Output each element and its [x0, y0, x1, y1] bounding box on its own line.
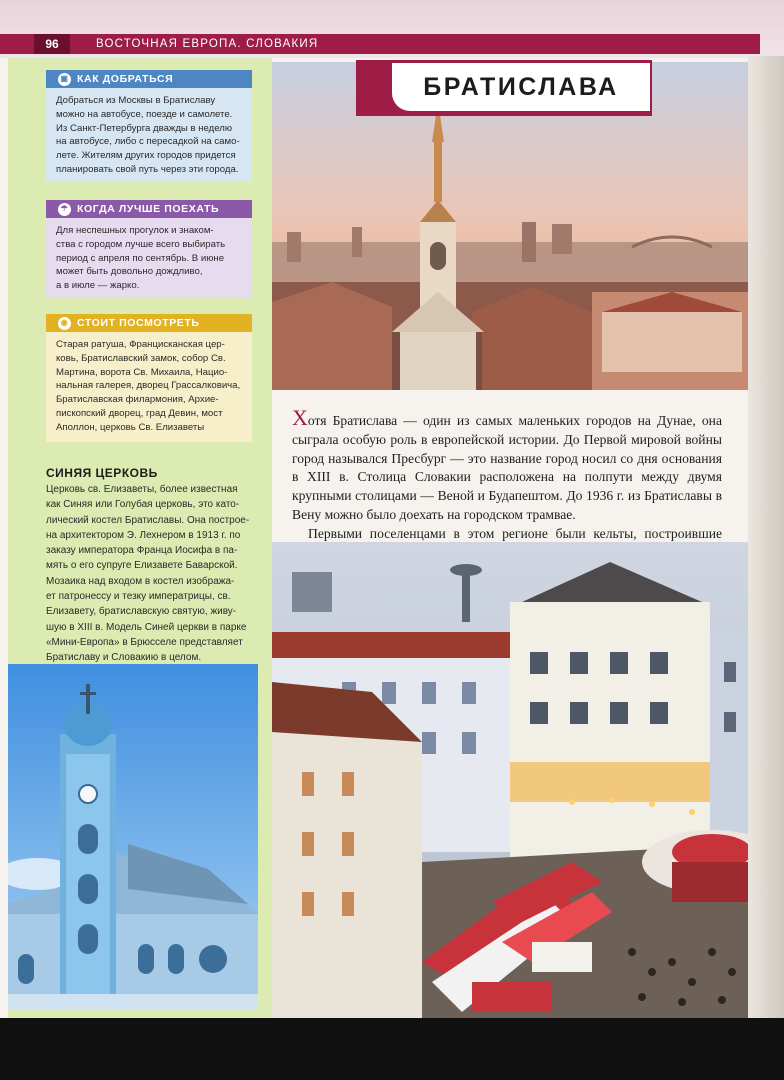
how-to-get-box	[46, 70, 252, 182]
text-line: Братиславу и Словакию в целом.	[46, 652, 202, 664]
text-line: а в июле — жарко.	[56, 280, 140, 292]
text-line: мять о его супруге Елизавете Баварской.	[46, 560, 238, 572]
text-line: нальная галерея, дворец Грассалковича,	[56, 380, 241, 392]
text-line: Елизавету, братиславскую святую, живу-	[46, 606, 237, 618]
bus-icon: ▣	[58, 73, 71, 86]
text-line: «Мини-Европа» в Брюсселе представляет	[46, 636, 243, 648]
text-line: Мозаика над входом в костел изобража-	[46, 575, 235, 587]
blue-church-heading: СИНЯЯ ЦЕРКОВЬ	[46, 466, 158, 480]
title-plate	[392, 63, 650, 111]
text-line: Братиславская филармония, Архие-	[56, 394, 219, 406]
page-title: БРАТИСЛАВА	[423, 72, 619, 101]
text-line: можно на автобусе, поезде и самолете.	[56, 108, 233, 120]
page-gutter	[748, 56, 784, 1018]
text-line: лете. Жителям других городов придется	[56, 150, 236, 162]
paragraph-1	[292, 405, 722, 525]
text-line: ет патронессу и тезку императрицы, св.	[46, 591, 231, 603]
when-to-go-heading	[46, 200, 252, 218]
section-title: ВОСТОЧНАЯ ЕВРОПА. СЛОВАКИЯ	[96, 38, 319, 50]
text-line: планировать свой путь через эти города.	[56, 163, 239, 175]
when-to-go-text	[56, 224, 244, 293]
text-line: может быть довольно дождливо,	[56, 266, 203, 278]
text-line: ковь, Братиславский замок, собор Св.	[56, 352, 226, 364]
main-article	[292, 405, 722, 562]
how-to-get-text	[56, 94, 244, 177]
eye-icon: ◉	[58, 317, 71, 330]
dropcap: Х	[292, 405, 308, 430]
christmas-market-photo	[272, 542, 784, 1018]
text-line: на автобусе, либо с пересадкой на само-	[56, 136, 240, 148]
paragraph-2: Первыми поселенцами в этом регионе были кельты, построившие	[308, 525, 722, 541]
text-line: период с апреля по сентябрь. В июне	[56, 252, 225, 264]
how-to-get-heading	[46, 70, 252, 88]
text-line: лический костел Братиславы. Она построе-	[46, 514, 250, 526]
text-line: Добраться из Москвы в Братиславу	[56, 95, 216, 106]
when-to-go-title: КОГДА ЛУЧШЕ ПОЕХАТЬ	[77, 203, 220, 215]
text-line: Для неспешных прогулок и знаком-	[56, 225, 214, 236]
worth-seeing-title: СТОИТ ПОСМОТРЕТЬ	[77, 317, 200, 329]
text-line: Старая ратуша, Францисканская цер-	[56, 339, 225, 350]
text-line: шую в XIII в. Модель Синей церкви в парке	[46, 621, 247, 633]
worth-seeing-text	[56, 338, 244, 435]
blue-church-text	[46, 482, 256, 666]
how-to-get-title: КАК ДОБРАТЬСЯ	[77, 73, 174, 85]
when-to-go-box	[46, 200, 252, 297]
text-line: ства с городом лучше всего выбирать	[56, 238, 226, 250]
page-number: 96	[34, 34, 70, 54]
text-line: пископский дворец, град Девин, мост	[56, 407, 223, 419]
weather-icon: ☂	[58, 203, 71, 216]
text-line: как Синяя или Голубая церковь, это като-	[46, 499, 240, 511]
text-line: Из Санкт-Петербурга дважды в неделю	[56, 122, 233, 134]
text-line: Аполлон, церковь Св. Елизаветы	[56, 421, 205, 433]
worth-seeing-box	[46, 314, 252, 442]
blue-church-photo	[8, 664, 258, 1010]
text-line: на архитектором Э. Лехнером в 1913 г. по	[46, 529, 241, 541]
text-line: Мартина, ворота Св. Михаила, Нацио-	[56, 366, 228, 378]
worth-seeing-heading	[46, 314, 252, 332]
text-line: заказу императора Франца Иосифа в па-	[46, 545, 238, 557]
text-line: Церковь св. Елизаветы, более известная	[46, 484, 238, 495]
paragraph-1-text: отя Братислава — один из самых маленьких городов на Дунае, она сыграла особую роль в европейской истории. До Первой мировой войны город назывался Пресбург — это название город носил со дня основания в XIII в. Столица Словакии расположена на полпути между двумя крупными столицами — Веной и Будапештом. До 1936 г. из Братиславы в Вену можно было доехать на городском трамвае.	[292, 413, 722, 522]
